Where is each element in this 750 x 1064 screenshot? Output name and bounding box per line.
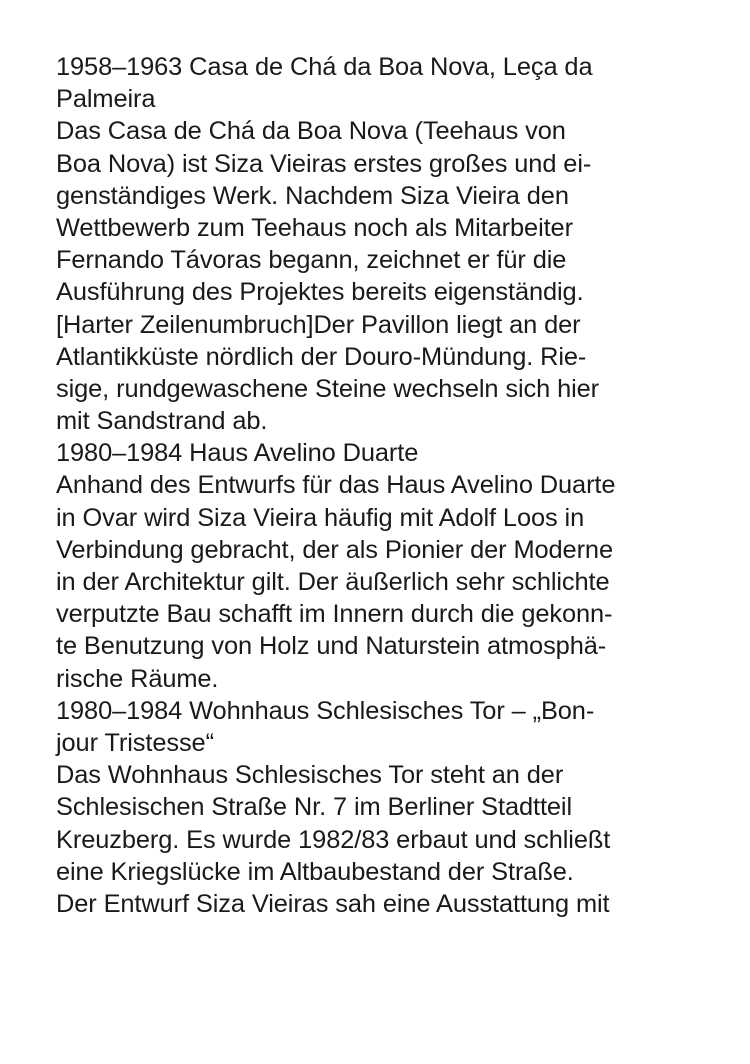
text-line: Der Entwurf Siza Vieiras sah eine Ausstattung mit xyxy=(56,889,610,918)
text-line: [Harter Zeilenumbruch]Der Pavillon liegt an der xyxy=(56,310,581,339)
text-line: Das Casa de Chá da Boa Nova (Teehaus von xyxy=(56,117,566,146)
text-line: Kreuzberg. Es wurde 1982/83 erbaut und schließt xyxy=(56,825,611,854)
text-line: Fernando Távoras begann, zeichnet er für die xyxy=(56,246,567,275)
text-line: 1980–1984 Haus Avelino Duarte xyxy=(56,439,419,468)
text-line: eine Kriegslücke im Altbaubestand der Straße. xyxy=(56,857,574,886)
body-text xyxy=(56,51,706,920)
text-line: Boa Nova) ist Siza Vieiras erstes großes und ei- xyxy=(56,149,592,178)
text-line: 1980–1984 Wohnhaus Schlesisches Tor – „Bon- xyxy=(56,696,595,725)
text-line: Wettbewerb zum Teehaus noch als Mitarbeiter xyxy=(56,213,573,242)
text-line: Das Wohnhaus Schlesisches Tor steht an der xyxy=(56,761,564,790)
text-line: te Benutzung von Holz und Naturstein atmosphä- xyxy=(56,632,607,661)
text-line: Anhand des Entwurfs für das Haus Avelino Duarte xyxy=(56,471,616,500)
text-line: 1958–1963 Casa de Chá da Boa Nova, Leça da xyxy=(56,53,593,81)
text-line: Atlantikküste nördlich der Douro-Mündung. Rie- xyxy=(56,342,587,371)
text-line: in Ovar wird Siza Vieira häufig mit Adolf Loos in xyxy=(56,503,585,532)
text-line: genständiges Werk. Nachdem Siza Vieira den xyxy=(56,181,569,210)
text-line: Palmeira xyxy=(56,85,156,114)
text-line: verputzte Bau schafft im Innern durch die gekonn- xyxy=(56,600,613,629)
text-line: rische Räume. xyxy=(56,664,219,693)
text-line: Verbindung gebracht, der als Pionier der Moderne xyxy=(56,535,613,564)
text-line: mit Sandstrand ab. xyxy=(56,407,268,436)
text-line: sige, rundgewaschene Steine wechseln sich hier xyxy=(56,374,600,403)
text-line: jour Tristesse“ xyxy=(56,728,214,757)
text-line: Ausführung des Projektes bereits eigenständig. xyxy=(56,278,584,307)
text-line: Schlesischen Straße Nr. 7 im Berliner Stadtteil xyxy=(56,793,573,822)
text-line: in der Architektur gilt. Der äußerlich sehr schlichte xyxy=(56,568,610,596)
